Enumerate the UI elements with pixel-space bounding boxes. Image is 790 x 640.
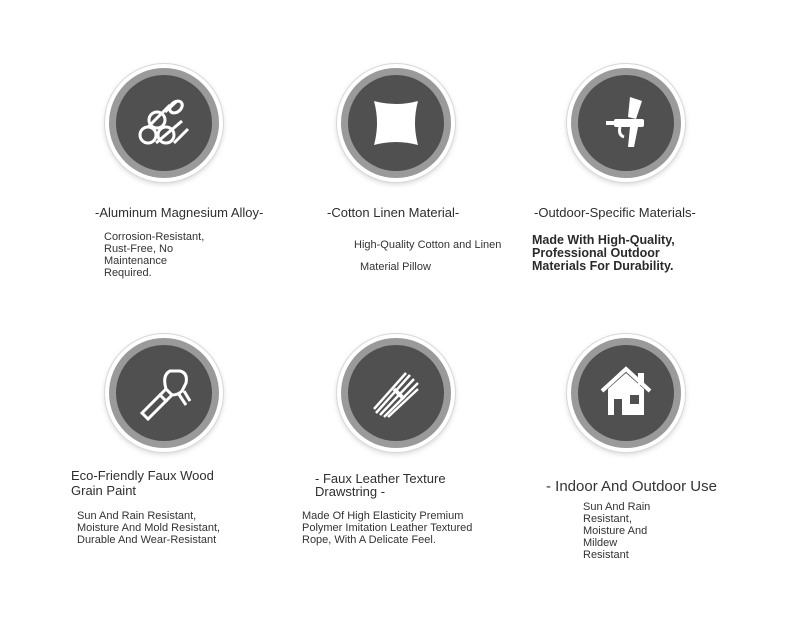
feature-desc-indoor-outdoor: Sun And Rain Resistant, Moisture And Mildew Resistant — [583, 501, 651, 561]
feature-title-paint: Eco-Friendly Faux Wood Grain Paint — [71, 468, 214, 498]
feature-desc-alloy: Corrosion-Resistant, Rust-Free, No Maintenance Required. — [104, 231, 205, 279]
feature-desc-rope: Made Of High Elasticity Premium Polymer Imitation Leather Textured Rope, With A Delicate Feel. — [302, 510, 473, 546]
feature-badge-alloy — [105, 64, 223, 182]
feature-desc-outdoor: Made With High-Quality, Professional Outdoor Materials For Durability. — [532, 233, 675, 273]
feature-badge-outdoor — [567, 64, 685, 182]
spray-gun-icon — [594, 91, 658, 155]
feature-badge-paint — [105, 334, 223, 452]
feature-badge-rope — [337, 334, 455, 452]
feature-title-indoor-outdoor: - Indoor And Outdoor Use — [546, 478, 717, 495]
house-icon — [594, 361, 658, 425]
rope-icon — [364, 361, 428, 425]
metal-pipes-icon — [132, 91, 196, 155]
feature-desc-cotton: High-Quality Cotton and Linen Material Pillow — [354, 239, 502, 273]
feature-title-cotton: -Cotton Linen Material- — [327, 205, 460, 220]
feature-desc-paint: Sun And Rain Resistant, Moisture And Mold Resistant, Durable And Wear-Resistant — [77, 510, 221, 546]
paint-brush-hand-icon — [132, 361, 196, 425]
feature-title-outdoor: -Outdoor-Specific Materials- — [534, 205, 696, 220]
feature-badge-indoor-outdoor — [567, 334, 685, 452]
pillow-icon — [364, 91, 428, 155]
feature-badge-cotton — [337, 64, 455, 182]
feature-title-rope: - Faux Leather Texture Drawstring - — [315, 471, 446, 499]
feature-title-alloy: -Aluminum Magnesium Alloy- — [95, 205, 264, 220]
